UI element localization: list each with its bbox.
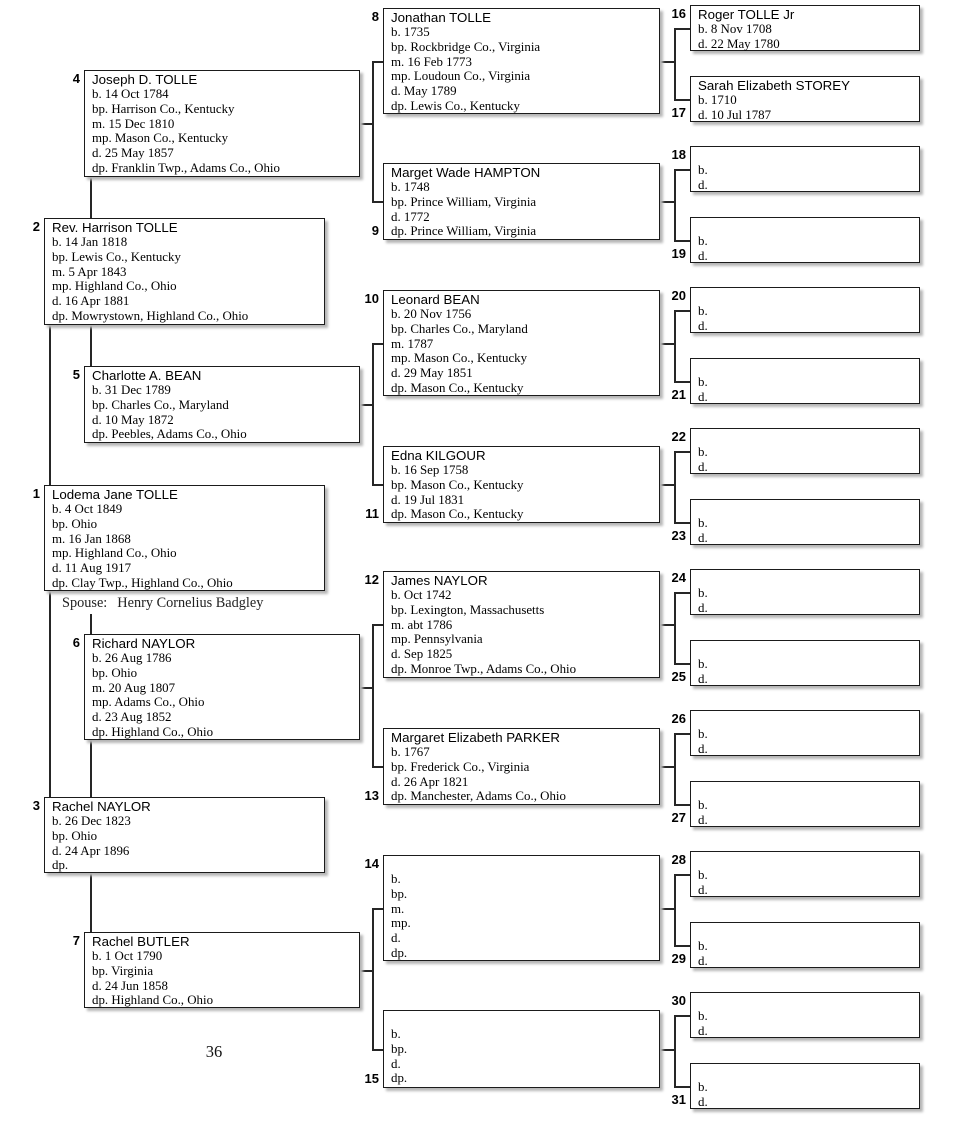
person-number-19: 19: [671, 246, 686, 261]
person-detail: d.: [698, 600, 708, 615]
connector-line: [674, 28, 690, 30]
person-box-10: [383, 290, 660, 396]
person-detail: b. 26 Aug 1786: [92, 651, 172, 665]
person-detail: dp. Mason Co., Kentucky: [391, 380, 524, 395]
connector-line: [674, 169, 690, 171]
person-detail: b. 16 Sep 1758: [391, 463, 469, 477]
person-number-15: 15: [364, 1071, 379, 1086]
person-detail: mp.: [391, 916, 411, 931]
person-detail: mp. Mason Co., Kentucky: [92, 131, 229, 146]
person-number-23: 23: [671, 528, 686, 543]
person-box-14: [383, 855, 660, 961]
person-name: [698, 994, 915, 1009]
connector-line: [49, 591, 51, 797]
person-detail: dp. Highland Co., Ohio: [92, 724, 214, 739]
person-box-20: [690, 287, 920, 333]
person-detail: dp. Mowrystown, Highland Co., Ohio: [52, 308, 249, 323]
connector-line: [674, 1015, 690, 1017]
person-box-11: [383, 446, 660, 523]
person-box-18: [690, 146, 920, 192]
person-name: Roger TOLLE Jr: [698, 7, 795, 22]
person-box-21: [690, 358, 920, 404]
person-name: Rachel NAYLOR: [52, 799, 151, 814]
person-name: Charlotte A. BEAN: [92, 368, 202, 383]
person-detail: d.: [698, 1094, 708, 1109]
person-detail: bp. Charles Co., Maryland: [92, 397, 229, 412]
person-detail: dp. Monroe Twp., Adams Co., Ohio: [391, 661, 577, 676]
person-detail: dp. Mason Co., Kentucky: [391, 507, 524, 522]
person-box-2: [44, 218, 325, 325]
connector-line: [674, 592, 690, 594]
person-name: Joseph D. TOLLE: [92, 72, 198, 87]
person-detail: dp. Franklin Twp., Adams Co., Ohio: [92, 160, 280, 175]
person-name: [698, 148, 915, 163]
person-number-20: 20: [671, 288, 686, 303]
person-number-14: 14: [364, 856, 379, 871]
person-detail: d. 24 Jun 1858: [92, 978, 168, 993]
person-number-26: 26: [671, 711, 686, 726]
connector-line: [660, 343, 674, 345]
person-name: Leonard BEAN: [391, 292, 480, 307]
person-number-11: 11: [365, 506, 379, 521]
connector-line: [674, 381, 690, 383]
person-name: [698, 219, 915, 234]
person-number-9: 9: [371, 223, 379, 238]
person-box-24: [690, 569, 920, 615]
person-detail: m. 15 Dec 1810: [92, 116, 175, 131]
person-number-18: 18: [671, 147, 686, 162]
person-detail: bp.: [391, 1041, 408, 1056]
connector-line: [674, 733, 676, 806]
connector-line: [674, 945, 690, 947]
connector-line: [674, 804, 690, 806]
person-detail: dp. Peebles, Adams Co., Ohio: [92, 427, 247, 442]
person-detail: bp. Ohio: [52, 828, 98, 843]
connector-line: [674, 310, 690, 312]
spouse-line: [62, 595, 263, 612]
connector-line: [372, 343, 374, 486]
connector-line: [674, 240, 690, 242]
person-number-4: 4: [72, 71, 80, 86]
connector-line: [90, 325, 92, 367]
person-detail: m. 16 Jan 1868: [52, 531, 131, 546]
person-detail: d.: [698, 812, 708, 827]
connector-line: [372, 343, 383, 345]
connector-line: [660, 1049, 674, 1051]
person-detail: b.: [698, 586, 708, 600]
person-detail: d. Sep 1825: [391, 647, 453, 662]
person-detail: d. 16 Apr 1881: [52, 294, 130, 309]
connector-line: [49, 325, 51, 485]
person-number-12: 12: [364, 572, 379, 587]
connector-line: [660, 201, 674, 203]
connector-line: [90, 177, 92, 218]
person-detail: b.: [698, 163, 708, 177]
person-detail: d.: [698, 953, 708, 968]
person-detail: dp. Manchester, Adams Co., Ohio: [391, 789, 566, 804]
person-number-17: 17: [671, 105, 686, 120]
person-detail: b.: [391, 1027, 401, 1041]
person-box-16: [690, 5, 920, 51]
connector-line: [372, 624, 374, 768]
person-detail: m.: [391, 901, 405, 916]
connector-line: [674, 451, 690, 453]
connector-line: [372, 201, 383, 203]
spouse-label: Spouse:: [62, 595, 108, 611]
person-detail: bp. Virginia: [92, 963, 154, 978]
connector-line: [674, 592, 676, 665]
person-number-3: 3: [32, 798, 40, 813]
person-box-17: [690, 76, 920, 122]
connector-line: [90, 873, 92, 932]
person-detail: mp. Mason Co., Kentucky: [391, 351, 528, 366]
person-number-1: 1: [32, 486, 40, 501]
person-detail: d.: [698, 741, 708, 756]
person-number-24: 24: [671, 570, 686, 585]
person-detail: d.: [698, 882, 708, 897]
person-detail: b.: [698, 1080, 708, 1094]
person-detail: b. 1735: [391, 25, 430, 39]
person-box-28: [690, 851, 920, 897]
person-detail: bp. Ohio: [52, 516, 98, 531]
connector-line: [372, 624, 383, 626]
person-detail: b. 14 Jan 1818: [52, 235, 128, 249]
person-detail: m. 16 Feb 1773: [391, 54, 472, 69]
connector-line: [674, 874, 690, 876]
person-box-31: [690, 1063, 920, 1109]
person-detail: d. May 1789: [391, 84, 457, 99]
person-detail: d. 29 May 1851: [391, 366, 473, 381]
connector-line: [674, 451, 676, 524]
person-detail: b. 20 Nov 1756: [391, 307, 472, 321]
connector-line: [660, 484, 674, 486]
person-name: [698, 712, 915, 727]
connector-line: [372, 61, 383, 63]
person-box-27: [690, 781, 920, 827]
person-detail: b. 14 Oct 1784: [92, 87, 169, 101]
person-detail: b.: [698, 798, 708, 812]
connector-line: [660, 766, 674, 768]
person-name: [698, 289, 915, 304]
person-name: Marget Wade HAMPTON: [391, 165, 541, 180]
connector-line: [660, 624, 674, 626]
person-name: [698, 430, 915, 445]
person-name: Sarah Elizabeth STOREY: [698, 78, 851, 93]
connector-line: [90, 740, 92, 797]
person-detail: d. 25 May 1857: [92, 146, 174, 161]
person-box-1: [44, 485, 325, 591]
person-detail: d. 10 Jul 1787: [698, 107, 772, 122]
person-detail: bp. Frederick Co., Virginia: [391, 759, 530, 774]
person-name: [698, 360, 915, 375]
person-detail: mp. Highland Co., Ohio: [52, 279, 177, 294]
person-box-29: [690, 922, 920, 968]
person-name: [698, 853, 915, 868]
person-name: [698, 642, 915, 657]
person-box-4: [84, 70, 360, 177]
person-detail: b.: [698, 445, 708, 459]
connector-line: [660, 61, 674, 63]
connector-line: [660, 908, 674, 910]
person-box-7: [84, 932, 360, 1008]
person-name: James NAYLOR: [391, 573, 488, 588]
person-number-27: 27: [671, 810, 686, 825]
person-detail: d. 22 May 1780: [698, 36, 780, 51]
person-detail: d. 26 Apr 1821: [391, 774, 469, 789]
person-detail: m. 5 Apr 1843: [52, 264, 127, 279]
person-detail: mp. Highland Co., Ohio: [52, 546, 177, 561]
person-number-16: 16: [671, 6, 686, 21]
person-detail: d. 1772: [391, 209, 430, 224]
person-number-6: 6: [72, 635, 80, 650]
person-detail: mp. Loudoun Co., Virginia: [391, 69, 531, 84]
connector-line: [674, 663, 690, 665]
person-detail: bp. Mason Co., Kentucky: [391, 477, 524, 492]
person-detail: bp. Ohio: [92, 665, 138, 680]
connector-line: [372, 908, 383, 910]
person-detail: b. 8 Nov 1708: [698, 22, 772, 36]
connector-line: [674, 169, 676, 242]
person-number-25: 25: [671, 669, 686, 684]
person-detail: d.: [698, 1023, 708, 1038]
person-name: Edna KILGOUR: [391, 448, 486, 463]
person-name: [391, 1012, 655, 1027]
connector-line: [372, 484, 383, 486]
connector-line: [674, 522, 690, 524]
person-detail: b.: [698, 234, 708, 248]
person-detail: b. 1767: [391, 745, 430, 759]
person-box-25: [690, 640, 920, 686]
person-detail: d.: [698, 177, 708, 192]
person-box-8: [383, 8, 660, 114]
connector-line: [372, 908, 374, 1051]
spouse-name: Henry Cornelius Badgley: [117, 595, 264, 611]
person-detail: dp.: [391, 945, 408, 960]
person-detail: d.: [698, 318, 708, 333]
person-detail: d.: [698, 459, 708, 474]
person-box-5: [84, 366, 360, 443]
person-number-13: 13: [364, 788, 379, 803]
person-detail: d. 10 May 1872: [92, 412, 174, 427]
person-box-19: [690, 217, 920, 263]
person-detail: b. 4 Oct 1849: [52, 502, 123, 516]
person-number-5: 5: [72, 367, 80, 382]
person-number-8: 8: [371, 9, 379, 24]
connector-line: [674, 874, 676, 947]
person-detail: bp. Charles Co., Maryland: [391, 321, 528, 336]
connector-line: [372, 766, 383, 768]
person-detail: b.: [698, 868, 708, 882]
person-name: [698, 783, 915, 798]
person-detail: b.: [698, 657, 708, 671]
connector-line: [674, 310, 676, 383]
person-box-12: [383, 571, 660, 678]
person-detail: bp. Lewis Co., Kentucky: [52, 249, 181, 264]
person-detail: b.: [698, 939, 708, 953]
person-detail: bp. Harrison Co., Kentucky: [92, 101, 235, 116]
connector-line: [372, 61, 374, 203]
person-box-23: [690, 499, 920, 545]
person-detail: dp.: [391, 1071, 408, 1086]
person-detail: d.: [698, 248, 708, 263]
person-detail: mp. Adams Co., Ohio: [92, 695, 205, 710]
person-box-9: [383, 163, 660, 240]
person-detail: b. 31 Dec 1789: [92, 383, 171, 397]
person-number-10: 10: [364, 291, 379, 306]
person-detail: bp. Lexington, Massachusetts: [391, 602, 545, 617]
person-detail: d.: [391, 1056, 401, 1071]
person-name: Jonathan TOLLE: [391, 10, 492, 25]
connector-line: [674, 733, 690, 735]
person-detail: d.: [698, 530, 708, 545]
person-number-30: 30: [671, 993, 686, 1008]
person-detail: b. 1710: [698, 93, 737, 107]
person-detail: b. 1748: [391, 180, 430, 194]
person-detail: d. 23 Aug 1852: [92, 710, 172, 725]
person-name: [698, 1065, 915, 1080]
person-detail: b.: [698, 375, 708, 389]
person-detail: b.: [698, 1009, 708, 1023]
person-detail: b. Oct 1742: [391, 588, 452, 602]
person-detail: dp. Highland Co., Ohio: [92, 993, 214, 1008]
person-detail: bp. Prince William, Virginia: [391, 194, 537, 209]
person-name: Rev. Harrison TOLLE: [52, 220, 178, 235]
person-detail: d. 11 Aug 1917: [52, 561, 132, 576]
person-detail: d.: [698, 671, 708, 686]
person-detail: dp.: [52, 858, 69, 873]
person-number-2: 2: [32, 219, 40, 234]
person-detail: b.: [698, 516, 708, 530]
person-detail: dp. Clay Twp., Highland Co., Ohio: [52, 575, 233, 590]
person-detail: b.: [698, 304, 708, 318]
person-box-22: [690, 428, 920, 474]
page-number: 36: [205, 1042, 223, 1061]
person-number-21: 21: [671, 387, 686, 402]
person-box-6: [84, 634, 360, 740]
person-name: [698, 571, 915, 586]
connector-line: [674, 28, 676, 101]
person-detail: d. 24 Apr 1896: [52, 843, 130, 858]
person-detail: d.: [391, 931, 401, 946]
person-name: Margaret Elizabeth PARKER: [391, 730, 560, 745]
person-name: [391, 857, 655, 872]
person-detail: mp. Pennsylvania: [391, 632, 483, 647]
person-box-26: [690, 710, 920, 756]
person-name: Richard NAYLOR: [92, 636, 196, 651]
person-detail: bp. Rockbridge Co., Virginia: [391, 39, 541, 54]
connector-line: [674, 99, 690, 101]
person-detail: d. 19 Jul 1831: [391, 492, 465, 507]
person-box-3: [44, 797, 325, 873]
person-detail: m. 20 Aug 1807: [92, 680, 176, 695]
connector-line: [90, 614, 92, 634]
connector-line: [674, 1015, 676, 1088]
person-box-15: [383, 1010, 660, 1088]
person-box-13: [383, 728, 660, 805]
person-number-22: 22: [671, 429, 686, 444]
person-detail: bp.: [391, 886, 408, 901]
person-box-30: [690, 992, 920, 1038]
person-name: Rachel BUTLER: [92, 934, 190, 949]
person-detail: b.: [698, 727, 708, 741]
person-detail: m. 1787: [391, 336, 434, 351]
person-detail: d.: [698, 389, 708, 404]
person-number-31: 31: [671, 1092, 686, 1107]
person-name: Lodema Jane TOLLE: [52, 487, 178, 502]
person-name: [698, 924, 915, 939]
person-detail: dp. Prince William, Virginia: [391, 224, 537, 239]
person-number-29: 29: [671, 951, 686, 966]
person-detail: dp. Lewis Co., Kentucky: [391, 98, 520, 113]
person-number-7: 7: [72, 933, 80, 948]
connector-line: [372, 1049, 383, 1051]
person-detail: b.: [391, 872, 401, 886]
person-number-28: 28: [671, 852, 686, 867]
connector-line: [674, 1086, 690, 1088]
person-detail: b. 26 Dec 1823: [52, 814, 131, 828]
person-detail: b. 1 Oct 1790: [92, 949, 163, 963]
person-detail: m. abt 1786: [391, 617, 453, 632]
person-name: [698, 501, 915, 516]
